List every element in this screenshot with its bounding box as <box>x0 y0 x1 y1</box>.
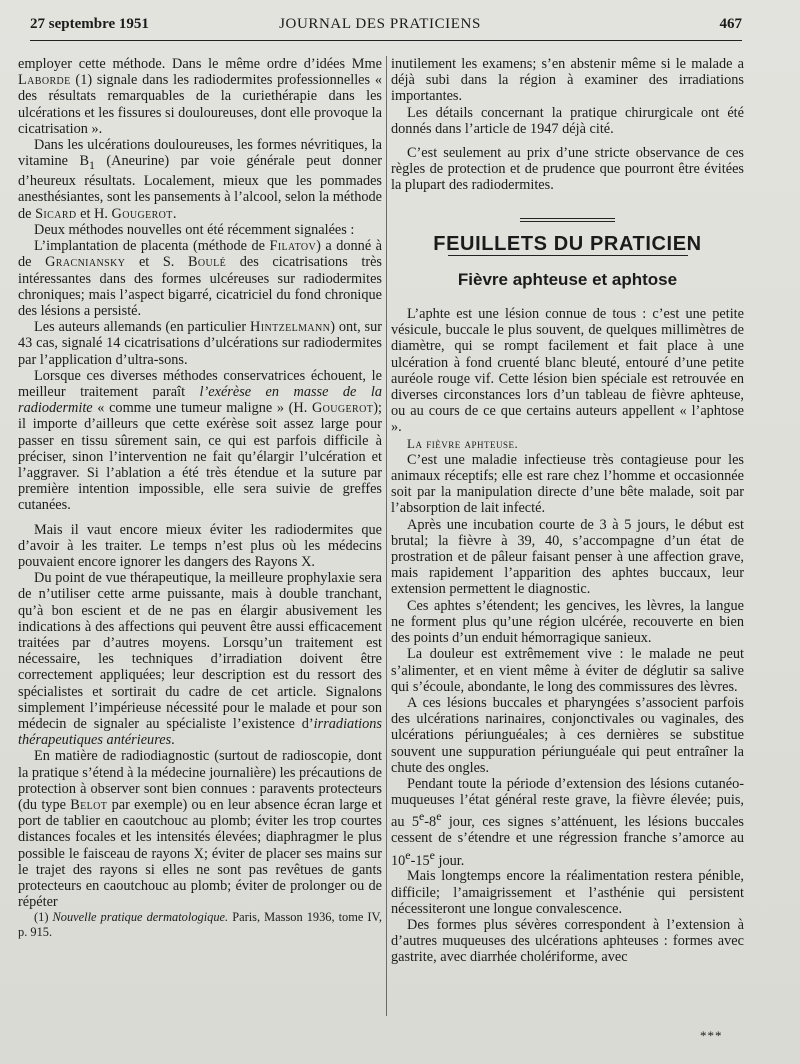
header-page-number: 467 <box>719 16 742 32</box>
paragraph: employer cette méthode. Dans le même ordre d’idées Mme Laborde (1) signale dans les radiodermites professionnelles « des résultats remarquables de la curiethérapie dans les ulcérations et les fissures si douloureuses, dont elle provoque la cicatrisation ». <box>18 56 382 137</box>
paragraph: Les détails concernant la pratique chirurgicale ont été donnés dans l’article de 1947 déjà cité. <box>391 104 744 137</box>
page-header <box>30 14 742 42</box>
section-title: FEUILLETS DU PRATICIEN <box>433 232 702 255</box>
left-column <box>18 56 382 940</box>
paragraph: inutilement les examens; s’en abstenir même si le malade a déjà subi dans la région à examiner des irradiations importantes. <box>391 56 744 105</box>
paragraph: Pendant toute la période d’extension des lésions cutanéo-muqueuses l’état général reste grave, la fièvre élevée; puis, au 5e-8e jour, ces signes s’atténuent, les lésions buccales cessent de s’étendre et une régression franche s’amorce au 10e-15e jour. <box>391 775 744 869</box>
header-date: 27 septembre 1951 <box>30 16 149 32</box>
paragraph: La douleur est extrêmement vive : le malade ne peut s’alimenter, et en vient même à éviter de déglutir sa salive qui s’écoule, abondante, le long des commissures des lèvres. <box>391 646 744 695</box>
double-rule <box>520 218 615 222</box>
paragraph: C’est une maladie infectieuse très contagieuse pour les animaux réceptifs; elle est rare chez l’homme et occasionnée soit par la manipulation directe d’une bête malade, soit par l’absorption de lait infecté. <box>391 451 744 517</box>
footnote: (1) Nouvelle pratique dermatologique. Paris, Masson 1936, tome IV, p. 915. <box>18 910 382 940</box>
paragraph: Du point de vue thérapeutique, la meilleure prophylaxie sera de n’utiliser cette arme puissante, mais à double tranchant, qu’à bon escient et de ne pas en élargir abusivement les indications à des affections qui peuvent être aussi efficacement traitées par d’autres moyens. Lorsqu’un traitement est nécessaire, les techniques d’irradiation doivent être correctement appliquées; leur description est du ressort des spécialistes et sortirait du cadre de cet article. Signalons simplement l’impérieuse nécessité pour le malade et pour son médecin de signaler au spécialiste l’existence d’irradiations thérapeutiques antérieures. <box>18 570 382 749</box>
paragraph: En matière de radiodiagnostic (surtout de radioscopie, dont la pratique s’étend à la médecine journalière) les précautions de protection à observer sont bien connues : paravents protecteurs (du type Belot par exemple) ou en leur absence écran large et port de tablier en caoutchouc au plomb; éviter les trop courtes distances focales et les intensités élevées; diaphragmer le plus possible le faisceau de rayons X; éviter de placer ses mains sur le trajet des rayons si elles ne sont pas revêtues de gants protecteurs en caoutchouc au plomb; éviter de prolonger ou de répéter <box>18 748 383 911</box>
header-journal-title: JOURNAL DES PRATICIENS <box>279 16 481 32</box>
paragraph: C’est seulement au prix d’une stricte observance de ces règles de protection et de prudence que pourront être évitées la plupart des radiodermites. <box>391 145 744 194</box>
paragraph: Dans les ulcérations douloureuses, les formes névritiques, la vitamine $B_1$ (Aneurine) par voie générale peut donner d’heureux résultats. Localement, mieux que les pommades anesthésiantes, sont les pansements à l’alcool, selon la méthode de Sicard et H. Gougerot. <box>18 137 382 222</box>
paragraph: Après une incubation courte de 3 à 5 jours, le début est brutal; la fièvre à 39, 40, s’accompagne d’un état de prostration et de pâleur faisant penser à une affection grave, mais rapidement l’apparition des aphtes buccaux, leur extension permettent le diagnostic. <box>391 516 744 598</box>
section-heading <box>391 218 744 288</box>
header-rule <box>30 40 742 41</box>
right-column <box>391 56 744 966</box>
column-divider <box>386 56 387 1016</box>
ornament: *** <box>700 1028 723 1043</box>
paragraph: L’aphte est une lésion connue de tous : c’est une petite vésicule, buccale le plus souvent, de quelques millimètres de diamètre, qui se rompt facilement et fait place à une ulcération à fond cruenté blanc bleuté, entouré d’une petite auréole rouge vif. Cette lésion bien spéciale est retrouvée en diverses circonstances lors d’un tableau de fièvre aphteuse, ou au cours de ce que certains auteurs appellent « l’aphtose ». <box>391 306 744 436</box>
subheading: La fièvre aphteuse. <box>407 435 519 451</box>
paragraph: A ces lésions buccales et pharyngées s’associent parfois des ulcérations narinaires, conjonctivales ou vaginales, des ulcérations périunguéales; à ces dernières se substitue souvent une suppuration périunguéale qui peut entraîner la chute des ongles. <box>391 694 744 776</box>
paragraph: Les auteurs allemands (en particulier Hintzelmann) ont, sur 43 cas, signalé 14 cicatrisations d’ulcérations sur radiodermites par l’application d’ultra-sons. <box>18 319 382 368</box>
paragraph: Des formes plus sévères correspondent à l’extension à d’autres muqueuses des ulcérations aphteuses : formes avec gastrite, avec diarrhée cholériforme, avec <box>391 917 744 966</box>
paragraph: Mais il vaut encore mieux éviter les radiodermites que d’avoir à les traiter. Le temps n’est plus où les médecins pouvaient encore ignorer les dangers des Rayons X. <box>18 521 382 570</box>
article-title: Fièvre aphteuse et aphtose <box>457 269 678 289</box>
section-title-underline <box>448 255 688 256</box>
paragraph: Ces aphtes s’étendent; les gencives, les lèvres, la langue ne forment plus qu’une région ulcérée, recouverte en bien des points d’un enduit hémorragique sanieux. <box>391 597 744 647</box>
paragraph: Mais longtemps encore la réalimentation restera pénible, difficile; l’amaigrissement et l’asthénie qui persistent nécessiteront une longue convalescence. <box>391 868 744 917</box>
paragraph: Deux méthodes nouvelles ont été récemment signalées : <box>34 221 355 238</box>
paragraph: Lorsque ces diverses méthodes conservatrices échouent, le meilleur traitement paraît l’exérèse en masse de la radiodermite « comme une tumeur maligne » (H. Gougerot); il importe d’ailleurs que cette exérèse soit assez large pour passer en tissu sûrement sain, ce qui est parfois difficile à préciser, sinon l’intervention ne fait qu’élargir l’ulcération et l’aggraver. Si l’ablation a été très étendue et la suture par première intention impossible, elle sera suivie de greffes cutanées. <box>18 367 382 514</box>
paragraph: L’implantation de placenta (méthode de Filatov) a donné à de Gracniansky et S. Boulé des cicatrisations très intéressantes dans des formes ulcéreuses sur radiodermites chroniques; mais l’aspect bigarré, cicatriciel du fond chronique des lésions a persisté. <box>18 238 382 319</box>
